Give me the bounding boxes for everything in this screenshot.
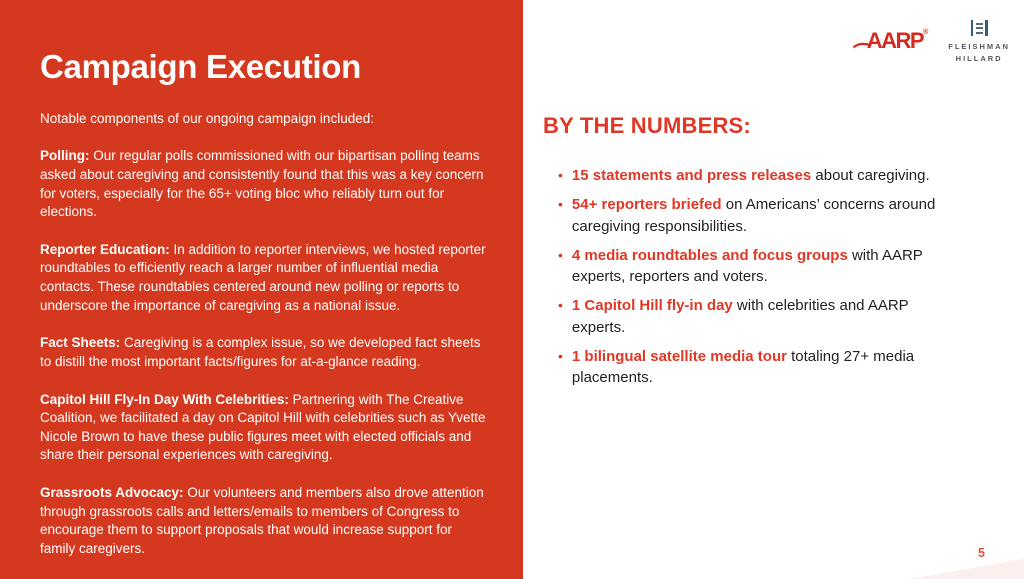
intro-text: Notable components of our ongoing campaign included: xyxy=(40,110,374,126)
fleishman-hillard-logo xyxy=(948,18,1010,64)
bullet-text-wrap xyxy=(572,194,956,237)
right-panel xyxy=(523,0,1024,579)
bullet-lead: 54+ reporters briefed xyxy=(571,196,722,214)
bullet-marker-icon: • xyxy=(558,167,563,183)
paragraph-polling xyxy=(40,147,489,222)
paragraph-lead: Polling: xyxy=(40,148,90,164)
bullet-text: about caregiving. xyxy=(811,167,930,184)
bullet-text: on Americans’ concerns around caregiving responsibilities. xyxy=(571,196,936,235)
by-the-numbers-heading: BY THE NUMBERS: xyxy=(543,113,751,138)
aarp-logo-text: AARP xyxy=(866,28,924,54)
bullet-lead: 1 Capitol Hill fly-in day xyxy=(571,297,733,315)
bullet-marker-icon: • xyxy=(558,297,563,314)
bullet-text: totaling 27+ media placements. xyxy=(571,348,915,387)
page-number: 5 xyxy=(978,546,985,560)
fleishman-hillard-mark-icon xyxy=(971,20,988,36)
registered-mark-icon: ® xyxy=(923,29,929,37)
bullet-item-statements xyxy=(558,165,956,186)
paragraph-capitol-hill xyxy=(40,391,489,466)
bullet-text: with celebrities and AARP experts. xyxy=(571,297,909,336)
fleishman-hillard-wordmark xyxy=(948,41,1010,64)
paragraph-fact-sheets xyxy=(40,334,489,371)
bullet-text-wrap xyxy=(572,165,930,186)
bullet-list xyxy=(558,165,956,389)
bullet-marker-icon: • xyxy=(558,246,563,263)
bullet-item-media-tour xyxy=(558,346,956,389)
bullet-item-roundtables xyxy=(558,245,956,288)
bullet-lead: 1 bilingual satellite media tour xyxy=(571,348,787,366)
paragraph-text: Our volunteers and members also drove attention through grassroots calls and letters/emails to members of Congress to encourage them to support proposals that would increase support for family caregivers. xyxy=(40,485,484,556)
bullet-text-wrap xyxy=(572,245,956,288)
paragraph-text: In addition to reporter interviews, we hosted reporter roundtables to efficiently reach a larger number of influential media contacts. These roundtables centered around new polling or reports to underscore the importance of caregiving as a national issue. xyxy=(40,241,486,313)
fh-word-line2: HILLARD xyxy=(955,53,1003,63)
bullet-lead: 4 media roundtables and focus groups xyxy=(571,246,848,264)
paragraph-reporter-education xyxy=(40,241,489,316)
bullet-marker-icon: • xyxy=(558,348,563,365)
bullet-text-wrap xyxy=(572,295,956,338)
paragraph-lead: Grassroots Advocacy: xyxy=(40,485,184,501)
fh-word-line1: FLEISHMAN xyxy=(948,42,1010,51)
page-title: Campaign Execution xyxy=(40,48,361,85)
paragraph-lead: Reporter Education: xyxy=(40,241,170,257)
bullet-item-flyin-day xyxy=(558,295,956,338)
bullet-lead: 15 statements and press releases xyxy=(571,167,812,184)
aarp-logo xyxy=(853,28,929,54)
paragraph-text: Partnering with The Creative Coalition, we facilitated a day on Capitol Hill with celebrities such as Yvette Nicole Brown to have these public figures meet with elected officials and share their personal experiences with caregiving. xyxy=(40,391,486,463)
paragraph-lead: Capitol Hill Fly-In Day With Celebrities: xyxy=(40,391,289,407)
logo-row xyxy=(853,18,1010,64)
paragraph-lead: Fact Sheets: xyxy=(40,335,121,351)
paragraph-text: Our regular polls commissioned with our bipartisan polling teams asked about caregiving and consistently found that this was a key concern for voters, especially for the 65+ voting bloc who reliably turn out for elections. xyxy=(40,148,484,220)
paragraph-text: Caregiving is a complex issue, so we developed fact sheets to distill the most important facts/figures for at-a-glance reading. xyxy=(40,335,481,369)
bullet-text: with AARP experts, reporters and voters. xyxy=(571,246,923,286)
paragraph-grassroots xyxy=(40,484,489,559)
bullet-text-wrap xyxy=(572,346,956,389)
bullet-marker-icon: • xyxy=(558,196,563,213)
bullet-item-reporters xyxy=(558,194,956,237)
